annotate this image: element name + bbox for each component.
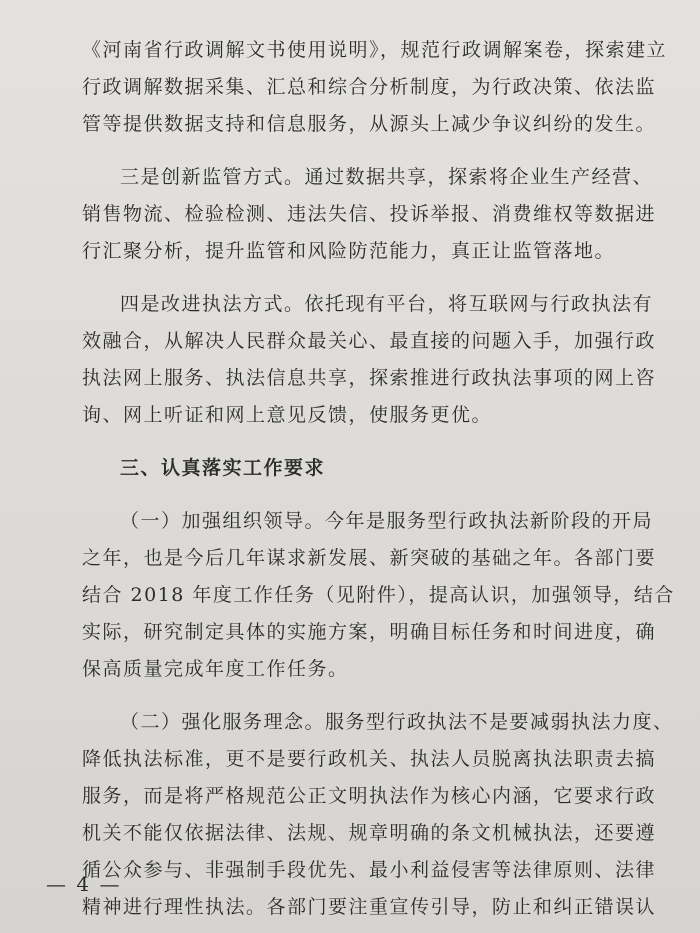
text-line: 服务，而是将严格规范公正文明执法作为核心内涵，它要求行政 <box>82 785 657 807</box>
text-line: （一）加强组织领导。今年是服务型行政执法新阶段的开局 <box>120 510 654 532</box>
text-line: 结合 2018 年度工作任务（见附件），提高认识，加强领导，结合 <box>82 584 675 606</box>
document-body <box>82 32 675 926</box>
text-line: 效融合，从解决人民群众最关心、最直接的问题入手，加强行政 <box>82 330 657 352</box>
text-line: 保高质量完成年度工作任务。 <box>82 658 349 680</box>
text-line: （二）强化服务理念。服务型行政执法不是要减弱执法力度、 <box>120 711 674 733</box>
text-line: 询、网上听证和网上意见反馈，使服务更优。 <box>82 404 493 426</box>
text-line: 降低执法标准，更不是要行政机关、执法人员脱离执法职责去搞 <box>82 748 657 770</box>
text-line: 实际，研究制定具体的实施方案，明确目标任务和时间进度，确 <box>82 621 657 643</box>
text-line: 精神进行理性执法。各部门要注重宣传引导，防止和纠正错误认 <box>82 896 657 918</box>
page-number: — 4 — <box>46 872 122 896</box>
text-line: 管等提供数据支持和信息服务，从源头上减少争议纠纷的发生。 <box>82 113 657 135</box>
text-line: 之年，也是今后几年谋求新发展、新突破的基础之年。各部门要 <box>82 547 657 569</box>
text-line: 三是创新监管方式。通过数据共享，探索将企业生产经营、 <box>120 166 654 188</box>
text-line: 销售物流、检验检测、违法失信、投诉举报、消费维权等数据进 <box>82 203 657 225</box>
text-line: 执法网上服务、执法信息共享，探索推进行政执法事项的网上咨 <box>82 367 657 389</box>
section-heading: 三、认真落实工作要求 <box>120 457 326 479</box>
text-line: 行汇聚分析，提升监管和风险防范能力，真正让监管落地。 <box>82 240 616 262</box>
text-line: 循公众参与、非强制手段优先、最小利益侵害等法律原则、法律 <box>82 859 657 881</box>
text-line: 行政调解数据采集、汇总和综合分析制度，为行政决策、依法监 <box>82 76 657 98</box>
text-line: 四是改进执法方式。依托现有平台，将互联网与行政执法有 <box>120 293 654 315</box>
text-line: 机关不能仅依据法律、法规、规章明确的条文机械执法，还要遵 <box>82 822 657 844</box>
text-line: 《河南省行政调解文书使用说明》，规范行政调解案卷，探索建立 <box>82 39 668 61</box>
